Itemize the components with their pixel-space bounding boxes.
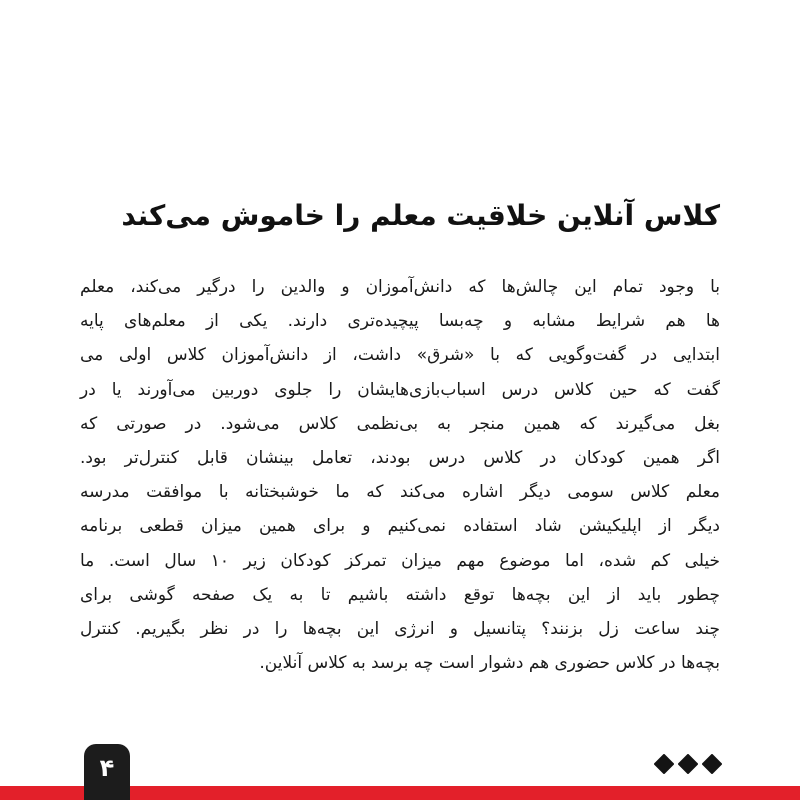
body-line: با وجود تمام این چالش‌ها که دانش‌آموزان و والدین را درگیر می‌کند، معلم [80,277,720,297]
body-line: چند ساعت زل بزنند؟ پتانسیل و انرژی این بچه‌ها را در نظر بگیریم. کنترل [80,618,720,639]
body-line: دیگر از اپلیکیشن شاد استفاده نمی‌کنیم و برای همین میزان قطعی برنامه [80,516,720,537]
body-line: اگر همین کودکان در کلاس درس بودند، تعامل بینشان قابل کنترل‌تر بود. [80,447,720,468]
dot-icon [702,754,722,774]
body-line: خیلی کم شده، اما موضوع مهم میزان تمرکز کودکان زیر ۱۰ سال است. ما [80,550,721,571]
body-line: بغل می‌گیرند که همین منجر به بی‌نظمی کلاس می‌شود. در صورتی که [80,413,720,434]
dot-icon [678,754,698,774]
article-body [80,270,720,680]
article-title: کلاس آنلاین خلاقیت معلم را خاموش می‌کند [121,199,720,232]
dot-icon [654,754,674,774]
page-number-tab [84,744,130,800]
body-line: ها هم شرایط مشابه و چه‌بسا پیچیده‌تری دارند. یکی از معلم‌های پایه [80,311,720,332]
page-number: ۴ [99,754,115,782]
three-dots-icon [654,754,722,774]
body-line: ابتدایی در گفت‌وگویی که با «شرق» داشت، از دانش‌آموزان کلاس اولی می [80,345,720,366]
body-line: معلم کلاس سومی دیگر اشاره می‌کند که ما خوشبختانه با موافقت مدرسه [80,482,720,503]
body-line: گفت که حین کلاس درس اسباب‌بازی‌هایشان را جلوی دوربین می‌آورند یا در [80,379,720,400]
body-line: چطور باید از این بچه‌ها توقع داشته باشیم تا به یک صفحه گوشی برای [80,584,720,605]
body-line: بچه‌ها در کلاس حضوری هم دشوار است چه برسد به کلاس آنلاین. [259,653,720,674]
